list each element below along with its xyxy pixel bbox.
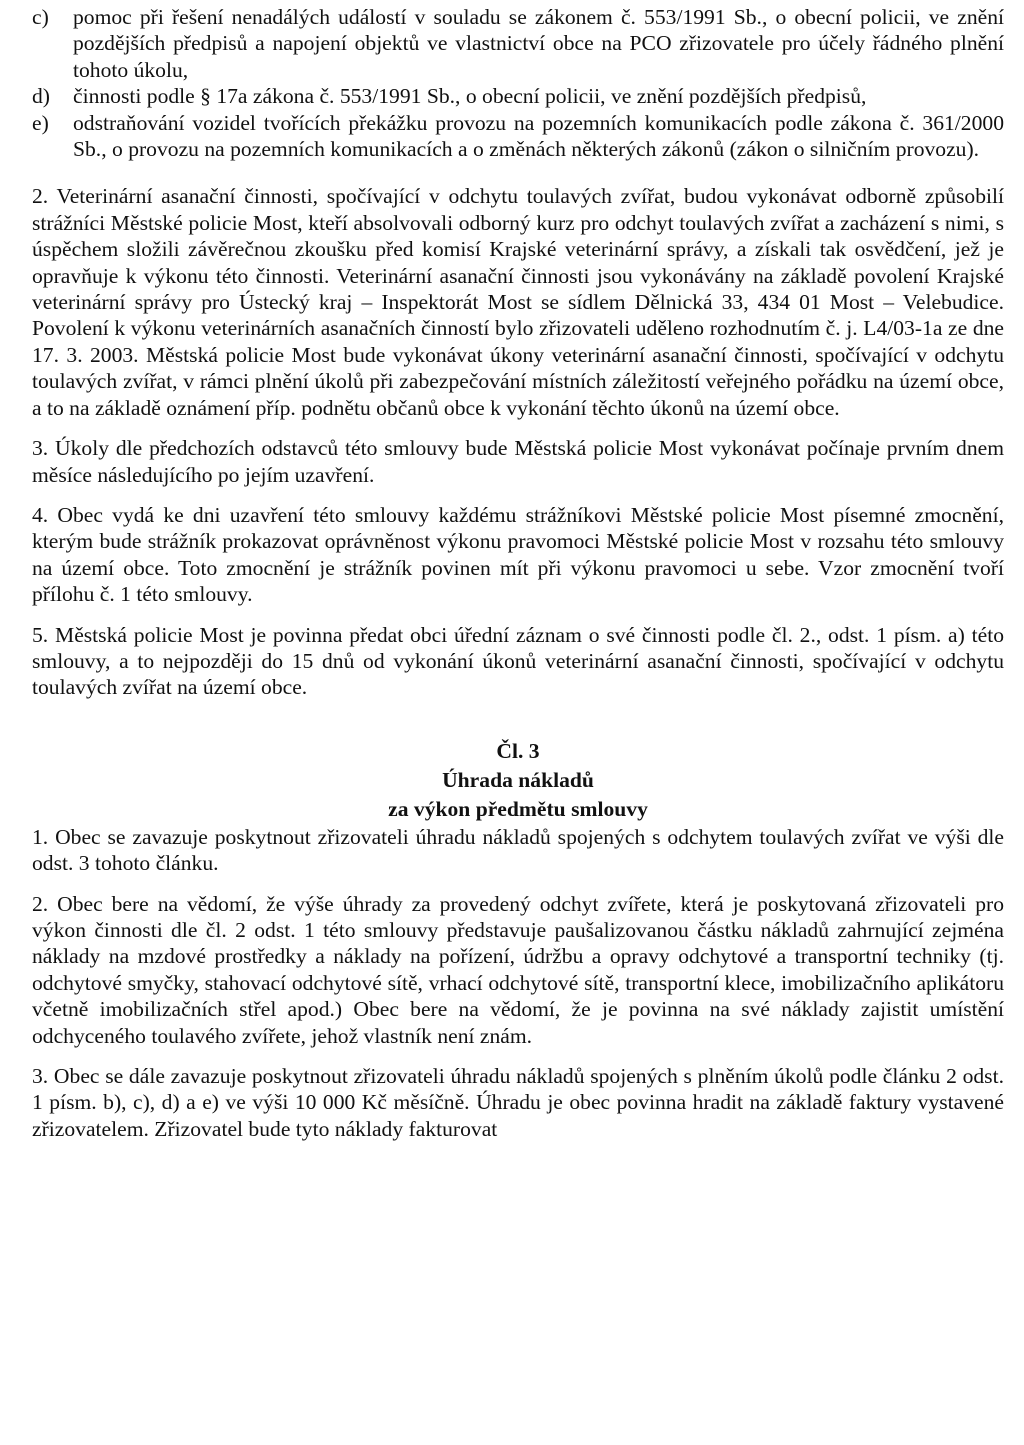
article-number: Čl. 3 (496, 738, 540, 763)
article2-paragraph-5: 5. Městská policie Most je povinna předat obci úřední záznam o své činnosti podle čl. 2., odst. 1 písm. a) této smlouvy, a to nejpozději do 15 dnů od vykonání úkonů veterinární asanační činnosti, spočívající v odchytu toulavých zvířat na území obce. (32, 622, 1004, 700)
list-item-text: odstraňování vozidel tvořících překážku provozu na pozemních komunikacích podle zákona č. 361/2000 Sb., o provozu na pozemních komunikacích a o změnách některých zákonů (zákon o silničním provozu). (73, 110, 1004, 162)
article2-paragraph-3: 3. Úkoly dle předchozích odstavců této smlouvy bude Městská policie Most vykonávat počínaje prvním dnem měsíce následujícího po jejím uzavření. (32, 436, 1004, 487)
article3-paragraph-3: 3. Obec se dále zavazuje poskytnout zřizovateli úhradu nákladů spojených s plněním úkolů podle článku 2 odst. 1 písm. b), c), d) a e) ve výši 10 000 Kč měsíčně. Úhradu je obec povinna hradit na základě faktury vystavené zřizovatelem. Zřizovatel bude tyto náklady fakturovat (32, 1064, 1004, 1141)
list-marker: e) (32, 110, 49, 135)
list-marker: c) (32, 5, 49, 29)
article3-paragraph-2: 2. Obec bere na vědomí, že výše úhrady za provedený odchyt zvířete, která je poskytovaná zřizovateli pro výkon činnosti dle čl. 2 odst. 1 této smlouvy představuje paušalizovanou částku nákladů zahrnující zejména náklady na mzdové prostředky a náklady na pořízení, údržbu a opravy odchytové a transportní techniky (tj. odchytové smyčky, stahovací odchytové sítě, vrhací odchytové sítě, transportní klece, imobilizačního aplikátoru včetně imobilizačních střel apod.) Obec bere na vědomí, že je povinna na své náklady zajistit umístění odchyceného toulavého zvířete, jehož vlastník není znám. (32, 891, 1004, 1048)
article-title: Úhrada nákladů (442, 767, 594, 792)
list-item-c (32, 4, 1004, 83)
list-item-text: pomoc při řešení nenadálých událostí v souladu se zákonem č. 553/1991 Sb., o obecní policii, ve znění pozdějších předpisů a napojení objektů ve vlastnictví obce na PCO zřizovatele pro účely řádného plnění tohoto úkolu, (73, 5, 1004, 82)
article3-paragraph-1: 1. Obec se zavazuje poskytnout zřizovateli úhradu nákladů spojených s odchytem toulavých zvířat ve výši dle odst. 3 tohoto článku. (32, 824, 1004, 876)
article2-paragraph-4: 4. Obec vydá ke dni uzavření této smlouvy každému strážníkovi Městské policie Most písemné zmocnění, kterým bude strážník prokazovat oprávněnost výkonu pravomoci Městské policie Most v rozsahu této smlouvy na území obce. Toto zmocnění je strážník povinen mít při výkonu pravomoci u sebe. Vzor zmocnění tvoří přílohu č. 1 této smlouvy. (32, 502, 1004, 607)
list-marker: d) (32, 84, 50, 109)
article3-heading (32, 737, 1004, 824)
list-item-d (32, 83, 1004, 109)
article2-paragraph-2: 2. Veterinární asanační činnosti, spočívající v odchytu toulavých zvířat, budou vykonávat odborně způsobilí strážníci Městské policie Most, kteří absolvovali odborný kurz pro odchyt toulavých zvířat a zacházení s nimi, s úspěchem složili závěrečnou zkoušku před komisí Krajské veterinární správy, a získali tak osvědčení, jež je opravňuje k výkonu této činnosti. Veterinární asanační činnosti jsou vykonávány na základě povolení Krajské veterinární správy pro Ústecký kraj – Inspektorát Most se sídlem Dělnická 33, 434 01 Most – Velebudice. Povolení k výkonu veterinárních asanačních činností bylo zřizovateli uděleno rozhodnutím č. j. L4/03-1a ze dne 17. 3. 2003. Městská policie Most bude vykonávat úkony veterinární asanační činnosti, spočívající v odchytu toulavých zvířat, v rámci plnění úkolů při zabezpečování místních záležitostí veřejného pořádku na území obce, a to na základě oznámení příp. podnětu občanů obce k vykonání těchto úkonů na území obce. (32, 184, 1004, 420)
article-subtitle: za výkon předmětu smlouvy (388, 796, 648, 821)
document-page (32, 4, 1004, 1142)
list-item-e (32, 110, 1004, 163)
list-item-text: činnosti podle § 17a zákona č. 553/1991 Sb., o obecní policii, ve znění pozdějších předpisů, (73, 84, 867, 109)
